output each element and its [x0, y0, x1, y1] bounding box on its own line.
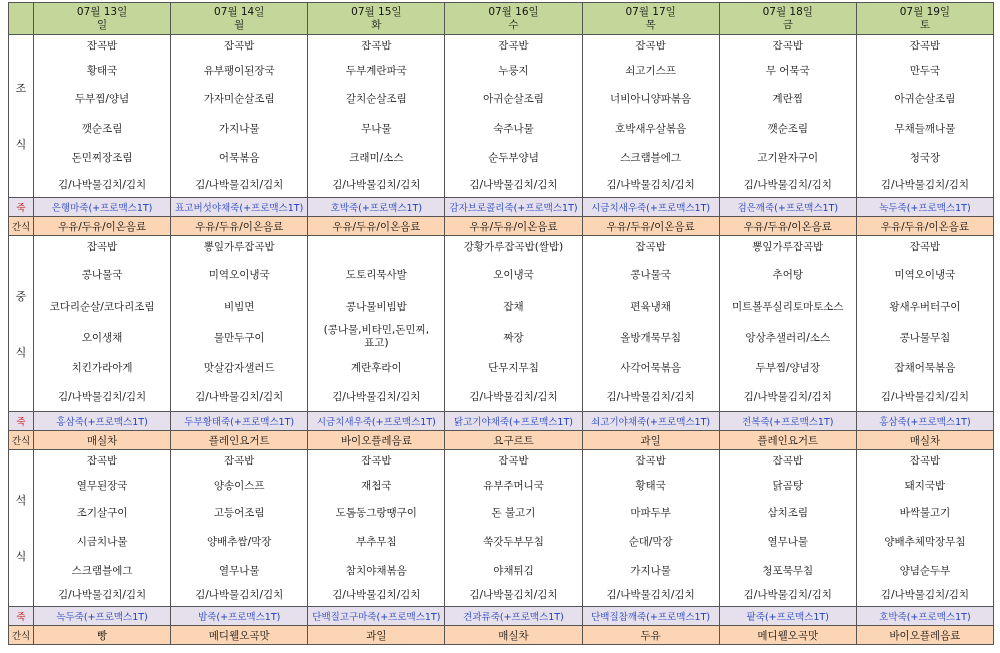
snack-cell: 두유	[582, 626, 719, 645]
porridge-label: 죽	[9, 607, 34, 626]
porridge-cell: 호박죽(+프로맥스1T)	[856, 607, 993, 626]
dish-cell: 계란후라이	[308, 353, 445, 383]
snack-row	[9, 431, 994, 450]
snack-row	[9, 217, 994, 236]
dish-cell: 도토리묵사발	[308, 258, 445, 292]
porridge-label: 죽	[9, 412, 34, 431]
porridge-cell: 닭고기야채죽(+프로맥스1T)	[445, 412, 582, 431]
dish-cell: 짜장	[445, 322, 582, 353]
dish-cell: 조기살구이	[34, 499, 171, 526]
dish-cell: 두부찜/양념	[34, 84, 171, 114]
dish-row	[9, 499, 994, 526]
dish-row	[9, 450, 994, 472]
dish-cell: 무 어묵국	[719, 57, 856, 84]
dish-row	[9, 584, 994, 607]
day-weekday: 수	[508, 18, 519, 31]
snack-cell: 우유/두유/이온음료	[171, 217, 308, 236]
dish-cell: 크래미/소스	[308, 144, 445, 172]
meal-label-bottom: 식	[15, 138, 27, 151]
dish-cell: 어묵볶음	[171, 144, 308, 172]
snack-cell: 바이오플레음료	[856, 626, 993, 645]
dish-cell: 돼지국밥	[856, 472, 993, 499]
day-header	[856, 3, 993, 35]
dish-cell: 아귀순살조림	[856, 84, 993, 114]
dish-cell: 강황가루잡곡밥(쌀밥)	[445, 236, 582, 258]
dish-cell: 참치야채볶음	[308, 557, 445, 584]
dish-row	[9, 84, 994, 114]
day-header	[308, 3, 445, 35]
dish-cell: 김/나박물김치/김치	[856, 584, 993, 607]
dish-cell: 양념순두부	[856, 557, 993, 584]
dish-cell: 잡곡밥	[34, 450, 171, 472]
snack-cell: 메디웰오곡맛	[719, 626, 856, 645]
dish-cell: 김/나박물김치/김치	[582, 584, 719, 607]
dish-cell: 마파두부	[582, 499, 719, 526]
dish-cell: 스크램블에그	[34, 557, 171, 584]
dish-row	[9, 144, 994, 172]
dish-row	[9, 35, 994, 57]
snack-cell: 우유/두유/이온음료	[582, 217, 719, 236]
dish-cell: 잡채	[445, 292, 582, 322]
dish-cell: 김/나박물김치/김치	[445, 584, 582, 607]
dish-cell: 콩나물무침	[856, 322, 993, 353]
dish-cell: 깻순조림	[719, 114, 856, 144]
day-header	[34, 3, 171, 35]
dish-cell: 왕새우버터구이	[856, 292, 993, 322]
dish-cell: 김/나박물김치/김치	[308, 172, 445, 198]
dish-cell: 추어탕	[719, 258, 856, 292]
dish-cell: 김/나박물김치/김치	[34, 383, 171, 412]
dish-cell: 너비아니양파볶음	[582, 84, 719, 114]
porridge-cell: 녹두죽(+프로맥스1T)	[34, 607, 171, 626]
porridge-row	[9, 412, 994, 431]
meal-label-top: 석	[15, 494, 27, 507]
dish-cell: 김/나박물김치/김치	[171, 383, 308, 412]
snack-cell: 요구르트	[445, 431, 582, 450]
dish-cell: 재첩국	[308, 472, 445, 499]
day-header	[582, 3, 719, 35]
day-weekday: 화	[371, 18, 382, 31]
dish-cell: 갈치순살조림	[308, 84, 445, 114]
dish-cell: 김/나박물김치/김치	[34, 172, 171, 198]
day-weekday: 토	[919, 18, 930, 31]
porridge-cell: 전복죽(+프로맥스1T)	[719, 412, 856, 431]
dish-cell: 도톰동그랑땡구이	[308, 499, 445, 526]
dish-row	[9, 114, 994, 144]
dish-cell: 양배추체막장무침	[856, 526, 993, 557]
dish-cell: 김/나박물김치/김치	[445, 172, 582, 198]
dish-cell: 잡곡밥	[582, 35, 719, 57]
porridge-cell: 호박죽(+프로맥스1T)	[308, 198, 445, 217]
dish-cell: 유부주머니국	[445, 472, 582, 499]
meal-label	[9, 35, 34, 198]
dish-cell: 잡곡밥	[856, 35, 993, 57]
dish-cell: 스크램블에그	[582, 144, 719, 172]
dish-cell: 무나물	[308, 114, 445, 144]
dish-cell: 김/나박물김치/김치	[445, 383, 582, 412]
day-date: 07월 16일	[488, 5, 539, 18]
dish-cell: 잡곡밥	[171, 35, 308, 57]
day-date: 07월 19일	[899, 5, 951, 18]
snack-label: 간식	[9, 626, 34, 645]
dish-cell: 오이생채	[34, 322, 171, 353]
dish-cell: 코다리순살/코다리조림	[34, 292, 171, 322]
snack-cell: 플레인요거트	[719, 431, 856, 450]
snack-cell: 우유/두유/이온음료	[856, 217, 993, 236]
dish-row	[9, 236, 994, 258]
dish-cell: 김/나박물김치/김치	[719, 584, 856, 607]
snack-label: 간식	[9, 431, 34, 450]
dish-cell: 돈민찌장조림	[34, 144, 171, 172]
dish-cell: 열무된장국	[34, 472, 171, 499]
day-weekday: 일	[96, 18, 108, 31]
dish-cell: 미트볼푸실리토마토소스	[719, 292, 856, 322]
dish-row	[9, 472, 994, 499]
dish-cell: 김/나박물김치/김치	[719, 172, 856, 198]
dish-cell: 잡곡밥	[445, 450, 582, 472]
header-corner	[9, 3, 34, 35]
header-row	[9, 3, 994, 35]
dish-row	[9, 383, 994, 412]
dish-cell: 비빔면	[171, 292, 308, 322]
dish-cell: 사각어묵볶음	[582, 353, 719, 383]
snack-cell: 빵	[34, 626, 171, 645]
day-date: 07월 18일	[762, 5, 813, 18]
porridge-cell: 쇠고기야채죽(+프로맥스1T)	[582, 412, 719, 431]
dish-cell: 만두국	[856, 57, 993, 84]
dish-cell: 김/나박물김치/김치	[308, 584, 445, 607]
snack-cell: 우유/두유/이온음료	[445, 217, 582, 236]
dish-cell: 콩나물비빔밥	[308, 292, 445, 322]
day-weekday: 목	[645, 18, 656, 31]
dish-cell: 잡곡밥	[856, 236, 993, 258]
snack-cell: 플레인요거트	[171, 431, 308, 450]
dish-cell: 청국장	[856, 144, 993, 172]
dish-cell: 고등어조림	[171, 499, 308, 526]
dish-cell: 편육냉채	[582, 292, 719, 322]
snack-cell: 우유/두유/이온음료	[719, 217, 856, 236]
dish-cell: 잡곡밥	[445, 35, 582, 57]
dish-row	[9, 57, 994, 84]
dish-row	[9, 322, 994, 353]
day-date: 07월 17일	[625, 5, 676, 18]
dish-cell: 닭곰탕	[719, 472, 856, 499]
dish-cell: 단무지무침	[445, 353, 582, 383]
porridge-row	[9, 198, 994, 217]
dish-cell: 잡곡밥	[856, 450, 993, 472]
dish-cell: 물만두구이	[171, 322, 308, 353]
weekly-meal-table	[8, 2, 994, 645]
dish-cell: 고기완자구이	[719, 144, 856, 172]
dish-cell: 콩나물국	[582, 258, 719, 292]
dish-cell: 가지나물	[171, 114, 308, 144]
snack-cell: 매실차	[34, 431, 171, 450]
dish-cell: 잡채어묵볶음	[856, 353, 993, 383]
porridge-cell: 검은깨죽(+프로맥스1T)	[719, 198, 856, 217]
dish-cell: 잡곡밥	[171, 450, 308, 472]
snack-cell: 매실차	[445, 626, 582, 645]
day-weekday: 월	[234, 18, 245, 31]
meal-label-top: 조	[15, 82, 27, 95]
snack-row	[9, 626, 994, 645]
dish-cell: 호박새우살볶음	[582, 114, 719, 144]
porridge-row	[9, 607, 994, 626]
dish-cell: 순두부양념	[445, 144, 582, 172]
snack-cell: 과일	[582, 431, 719, 450]
dish-cell: 돈 불고기	[445, 499, 582, 526]
dish-cell: 김/나박물김치/김치	[582, 172, 719, 198]
dish-cell: 유부팽이된장국	[171, 57, 308, 84]
dish-cell: (콩나물,비타민,돈민찌, 표고)	[308, 322, 445, 353]
dish-cell: 가지나물	[582, 557, 719, 584]
dish-row	[9, 557, 994, 584]
dish-cell: 야채튀김	[445, 557, 582, 584]
porridge-cell: 견과류죽(+프로맥스1T)	[445, 607, 582, 626]
porridge-cell: 표고버섯야채죽(+프로맥스1T)	[171, 198, 308, 217]
dish-cell: 올방개묵무침	[582, 322, 719, 353]
dish-cell: 잡곡밥	[308, 35, 445, 57]
dish-cell: 쑥갓두부무침	[445, 526, 582, 557]
dish-cell	[308, 236, 445, 258]
dish-cell: 김/나박물김치/김치	[582, 383, 719, 412]
dish-cell: 양송이스프	[171, 472, 308, 499]
day-header	[719, 3, 856, 35]
dish-cell: 김/나박물김치/김치	[856, 172, 993, 198]
dish-cell: 깻순조림	[34, 114, 171, 144]
porridge-cell: 은행마죽(+프로맥스1T)	[34, 198, 171, 217]
day-date: 07월 15일	[351, 5, 402, 18]
day-date: 07월 13일	[76, 5, 128, 18]
day-header	[445, 3, 582, 35]
porridge-cell: 팥죽(+프로맥스1T)	[719, 607, 856, 626]
dish-cell: 황태국	[34, 57, 171, 84]
porridge-cell: 시금치새우죽(+프로맥스1T)	[308, 412, 445, 431]
snack-cell: 바이오플레음료	[308, 431, 445, 450]
porridge-cell: 홍삼죽(+프로맥스1T)	[856, 412, 993, 431]
snack-cell: 매실차	[856, 431, 993, 450]
dish-cell: 잡곡밥	[34, 236, 171, 258]
dish-cell: 부추무침	[308, 526, 445, 557]
dish-cell: 김/나박물김치/김치	[34, 584, 171, 607]
dish-cell: 잡곡밥	[719, 450, 856, 472]
dish-cell: 미역오이냉국	[856, 258, 993, 292]
dish-cell: 무채들깨나물	[856, 114, 993, 144]
meal-label-bottom: 식	[15, 550, 27, 563]
meal-label-top: 중	[15, 289, 27, 303]
dish-cell: 청포묵무침	[719, 557, 856, 584]
snack-cell: 과일	[308, 626, 445, 645]
dish-cell: 치킨가라아게	[34, 353, 171, 383]
porridge-cell: 시금치새우죽(+프로맥스1T)	[582, 198, 719, 217]
day-weekday: 금	[782, 18, 793, 31]
snack-label: 간식	[9, 217, 34, 236]
dish-cell: 숙주나물	[445, 114, 582, 144]
dish-cell: 아귀순살조림	[445, 84, 582, 114]
dish-cell: 황태국	[582, 472, 719, 499]
dish-cell: 앙상추샐러리/소스	[719, 322, 856, 353]
dish-cell: 맛살감자샐러드	[171, 353, 308, 383]
dish-row	[9, 526, 994, 557]
dish-cell: 뽕잎가루잡곡밥	[719, 236, 856, 258]
dish-cell: 삼치조림	[719, 499, 856, 526]
dish-row	[9, 353, 994, 383]
meal-label	[9, 236, 34, 412]
dish-cell: 김/나박물김치/김치	[171, 172, 308, 198]
porridge-cell: 홍삼죽(+프로맥스1T)	[34, 412, 171, 431]
dish-cell: 쇠고기스프	[582, 57, 719, 84]
dish-cell: 양배추쌈/막장	[171, 526, 308, 557]
dish-cell: 순대/막장	[582, 526, 719, 557]
dish-cell: 누룽지	[445, 57, 582, 84]
dish-cell: 잡곡밥	[34, 35, 171, 57]
dish-cell: 오이냉국	[445, 258, 582, 292]
dish-cell: 김/나박물김치/김치	[856, 383, 993, 412]
dish-cell: 미역오이냉국	[171, 258, 308, 292]
meal-label	[9, 450, 34, 607]
porridge-cell: 두부황태죽(+프로맥스1T)	[171, 412, 308, 431]
dish-cell: 계란찜	[719, 84, 856, 114]
porridge-cell: 녹두죽(+프로맥스1T)	[856, 198, 993, 217]
dish-cell: 두부찜/양념장	[719, 353, 856, 383]
dish-cell: 김/나박물김치/김치	[171, 584, 308, 607]
dish-cell: 잡곡밥	[308, 450, 445, 472]
porridge-cell: 감자브로콜리죽(+프로맥스1T)	[445, 198, 582, 217]
dish-cell: 시금치나물	[34, 526, 171, 557]
dish-cell: 바싹불고기	[856, 499, 993, 526]
snack-cell: 우유/두유/이온음료	[308, 217, 445, 236]
dish-row	[9, 292, 994, 322]
snack-cell: 우유/두유/이온음료	[34, 217, 171, 236]
day-date: 07월 14일	[214, 5, 265, 18]
snack-cell: 메디웰오곡맛	[171, 626, 308, 645]
meal-label-bottom: 식	[15, 345, 27, 359]
porridge-cell: 단백질고구마죽(+프로맥스1T)	[308, 607, 445, 626]
dish-cell: 김/나박물김치/김치	[719, 383, 856, 412]
porridge-cell: 단백질참깨죽(+프로맥스1T)	[582, 607, 719, 626]
dish-cell: 콩나물국	[34, 258, 171, 292]
dish-cell: 열무나물	[171, 557, 308, 584]
dish-cell: 뽕잎가루잡곡밥	[171, 236, 308, 258]
porridge-label: 죽	[9, 198, 34, 217]
dish-row	[9, 258, 994, 292]
dish-cell: 잡곡밥	[582, 236, 719, 258]
dish-cell: 가자미순살조림	[171, 84, 308, 114]
porridge-cell: 밤죽(+프로맥스1T)	[171, 607, 308, 626]
dish-cell: 김/나박물김치/김치	[308, 383, 445, 412]
dish-cell: 잡곡밥	[719, 35, 856, 57]
day-header	[171, 3, 308, 35]
dish-cell: 두부계란파국	[308, 57, 445, 84]
dish-row	[9, 172, 994, 198]
dish-cell: 열무나물	[719, 526, 856, 557]
dish-cell: 잡곡밥	[582, 450, 719, 472]
